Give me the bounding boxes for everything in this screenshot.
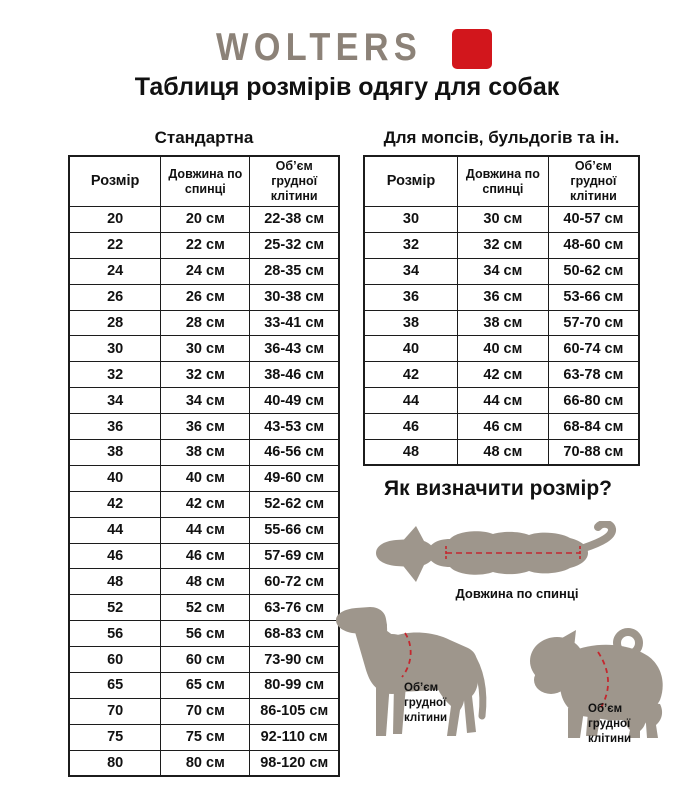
- size-cell: 40: [364, 336, 458, 362]
- size-row: [69, 543, 339, 569]
- size-cell: 60 см: [161, 647, 250, 673]
- pug-table-body: [364, 207, 639, 466]
- size-cell: 40-49 см: [250, 388, 339, 414]
- size-row: [69, 491, 339, 517]
- size-cell: 38 см: [161, 440, 250, 466]
- col-header-chest-volume: Об’єм грудної клітини: [548, 156, 639, 207]
- size-cell: 20: [69, 207, 161, 233]
- size-cell: 48: [69, 569, 161, 595]
- size-cell: 44: [364, 388, 458, 414]
- size-row: [364, 362, 639, 388]
- size-cell: 30 см: [161, 336, 250, 362]
- size-cell: 66-80 см: [548, 388, 639, 414]
- size-row: [69, 207, 339, 233]
- size-cell: 80 см: [161, 750, 250, 776]
- col-header-chest-volume: Об’єм грудної клітини: [250, 156, 339, 207]
- size-cell: 42: [364, 362, 458, 388]
- size-cell: 30: [364, 207, 458, 233]
- size-cell: 38: [364, 310, 458, 336]
- size-cell: 22: [69, 232, 161, 258]
- size-cell: 53-66 см: [548, 284, 639, 310]
- size-row: [69, 724, 339, 750]
- size-row: [69, 310, 339, 336]
- standard-table-body: [69, 207, 339, 777]
- size-cell: 42 см: [458, 362, 549, 388]
- size-cell: 60-72 см: [250, 569, 339, 595]
- size-cell: 63-78 см: [548, 362, 639, 388]
- size-cell: 44: [69, 517, 161, 543]
- size-cell: 70-88 см: [548, 440, 639, 466]
- chest-volume-label: [404, 681, 447, 726]
- size-cell: 26 см: [161, 284, 250, 310]
- col-header-size: Розмір: [69, 156, 161, 207]
- chest-volume-label: [588, 702, 631, 747]
- size-cell: 24: [69, 258, 161, 284]
- size-cell: 80-99 см: [250, 673, 339, 699]
- size-cell: 73-90 см: [250, 647, 339, 673]
- size-cell: 28: [69, 310, 161, 336]
- pug-header-row: [364, 156, 639, 207]
- size-cell: 36: [364, 284, 458, 310]
- size-cell: 22 см: [161, 232, 250, 258]
- size-cell: 40-57 см: [548, 207, 639, 233]
- size-row: [364, 207, 639, 233]
- size-cell: 42 см: [161, 491, 250, 517]
- size-cell: 57-70 см: [548, 310, 639, 336]
- size-row: [364, 440, 639, 466]
- size-cell: 68-83 см: [250, 621, 339, 647]
- size-cell: 68-84 см: [548, 414, 639, 440]
- col-header-back-length: Довжина по спинці: [458, 156, 549, 207]
- size-cell: 92-110 см: [250, 724, 339, 750]
- pug-size-table: [363, 155, 640, 466]
- size-cell: 34: [364, 258, 458, 284]
- size-cell: 30 см: [458, 207, 549, 233]
- pug-table-title: Для мопсів, бульдогів та ін.: [383, 128, 620, 147]
- size-cell: 34 см: [458, 258, 549, 284]
- size-row: [69, 232, 339, 258]
- size-cell: 98-120 см: [250, 750, 339, 776]
- size-cell: 36 см: [161, 414, 250, 440]
- size-row: [69, 362, 339, 388]
- size-cell: 25-32 см: [250, 232, 339, 258]
- size-cell: 30-38 см: [250, 284, 339, 310]
- standard-size-section: [68, 128, 340, 777]
- size-row: [69, 258, 339, 284]
- how-to-title: Як визначити розмір?: [384, 477, 612, 500]
- size-cell: 44 см: [161, 517, 250, 543]
- size-cell: 65: [69, 673, 161, 699]
- size-row: [69, 336, 339, 362]
- size-cell: 32: [69, 362, 161, 388]
- size-cell: 34: [69, 388, 161, 414]
- size-row: [364, 284, 639, 310]
- size-cell: 32 см: [458, 232, 549, 258]
- size-cell: 44 см: [458, 388, 549, 414]
- brand-logo-text: WOLTERS: [215, 25, 423, 69]
- size-cell: 46 см: [458, 414, 549, 440]
- size-cell: 33-41 см: [250, 310, 339, 336]
- standard-size-table: [68, 155, 340, 777]
- size-cell: 48 см: [458, 440, 549, 466]
- size-row: [364, 310, 639, 336]
- size-cell: 50-62 см: [548, 258, 639, 284]
- size-row: [69, 750, 339, 776]
- back-length-label: Довжина по спинці: [455, 586, 579, 601]
- size-cell: 30: [69, 336, 161, 362]
- brand-logo: [0, 24, 694, 70]
- chest-label-line: клітини: [588, 732, 632, 745]
- size-cell: 20 см: [161, 207, 250, 233]
- size-row: [364, 336, 639, 362]
- brand-red-square-icon: [452, 29, 492, 69]
- size-cell: 46 см: [161, 543, 250, 569]
- size-row: [69, 647, 339, 673]
- size-cell: 70: [69, 698, 161, 724]
- size-cell: 43-53 см: [250, 414, 339, 440]
- col-header-back-length: Довжина по спинці: [161, 156, 250, 207]
- size-cell: 32 см: [161, 362, 250, 388]
- size-row: [69, 673, 339, 699]
- size-cell: 57-69 см: [250, 543, 339, 569]
- chest-label-line: Об’єм: [404, 682, 439, 694]
- size-row: [69, 284, 339, 310]
- chest-label-line: грудної: [404, 696, 447, 709]
- size-cell: 49-60 см: [250, 465, 339, 491]
- size-row: [364, 414, 639, 440]
- size-cell: 46: [364, 414, 458, 440]
- size-cell: 40 см: [161, 465, 250, 491]
- chest-label-line: Об’єм: [588, 703, 623, 715]
- size-cell: 28-35 см: [250, 258, 339, 284]
- size-row: [69, 465, 339, 491]
- size-row: [69, 517, 339, 543]
- size-cell: 38 см: [458, 310, 549, 336]
- standard-table-title: Стандартна: [154, 128, 254, 147]
- col-header-size: Розмір: [364, 156, 458, 207]
- size-cell: 70 см: [161, 698, 250, 724]
- size-row: [69, 698, 339, 724]
- size-row: [364, 388, 639, 414]
- size-cell: 56 см: [161, 621, 250, 647]
- size-cell: 24 см: [161, 258, 250, 284]
- size-cell: 32: [364, 232, 458, 258]
- pug-size-section: [363, 128, 640, 466]
- size-cell: 75: [69, 724, 161, 750]
- size-cell: 46-56 см: [250, 440, 339, 466]
- size-cell: 52 см: [161, 595, 250, 621]
- size-cell: 52: [69, 595, 161, 621]
- size-cell: 56: [69, 621, 161, 647]
- size-row: [69, 414, 339, 440]
- size-cell: 80: [69, 750, 161, 776]
- size-cell: 46: [69, 543, 161, 569]
- size-cell: 60-74 см: [548, 336, 639, 362]
- size-row: [69, 388, 339, 414]
- size-cell: 36 см: [458, 284, 549, 310]
- size-cell: 38-46 см: [250, 362, 339, 388]
- size-row: [69, 440, 339, 466]
- size-cell: 75 см: [161, 724, 250, 750]
- size-cell: 28 см: [161, 310, 250, 336]
- size-cell: 40: [69, 465, 161, 491]
- standard-header-row: [69, 156, 339, 207]
- size-cell: 36: [69, 414, 161, 440]
- size-row: [69, 569, 339, 595]
- size-cell: 42: [69, 491, 161, 517]
- size-cell: 26: [69, 284, 161, 310]
- size-cell: 86-105 см: [250, 698, 339, 724]
- chest-label-line: грудної: [588, 717, 631, 730]
- size-cell: 48 см: [161, 569, 250, 595]
- size-row: [364, 258, 639, 284]
- size-cell: 63-76 см: [250, 595, 339, 621]
- size-cell: 48-60 см: [548, 232, 639, 258]
- page-title: Таблиця розмірів одягу для собак: [134, 73, 560, 101]
- size-row: [69, 595, 339, 621]
- size-cell: 55-66 см: [250, 517, 339, 543]
- size-cell: 22-38 см: [250, 207, 339, 233]
- size-cell: 40 см: [458, 336, 549, 362]
- size-cell: 36-43 см: [250, 336, 339, 362]
- size-cell: 60: [69, 647, 161, 673]
- size-row: [364, 232, 639, 258]
- size-row: [69, 621, 339, 647]
- chest-label-line: клітини: [404, 711, 448, 724]
- size-cell: 52-62 см: [250, 491, 339, 517]
- size-cell: 48: [364, 440, 458, 466]
- size-cell: 38: [69, 440, 161, 466]
- size-cell: 34 см: [161, 388, 250, 414]
- size-cell: 65 см: [161, 673, 250, 699]
- dog-top-view-illustration: [372, 521, 644, 585]
